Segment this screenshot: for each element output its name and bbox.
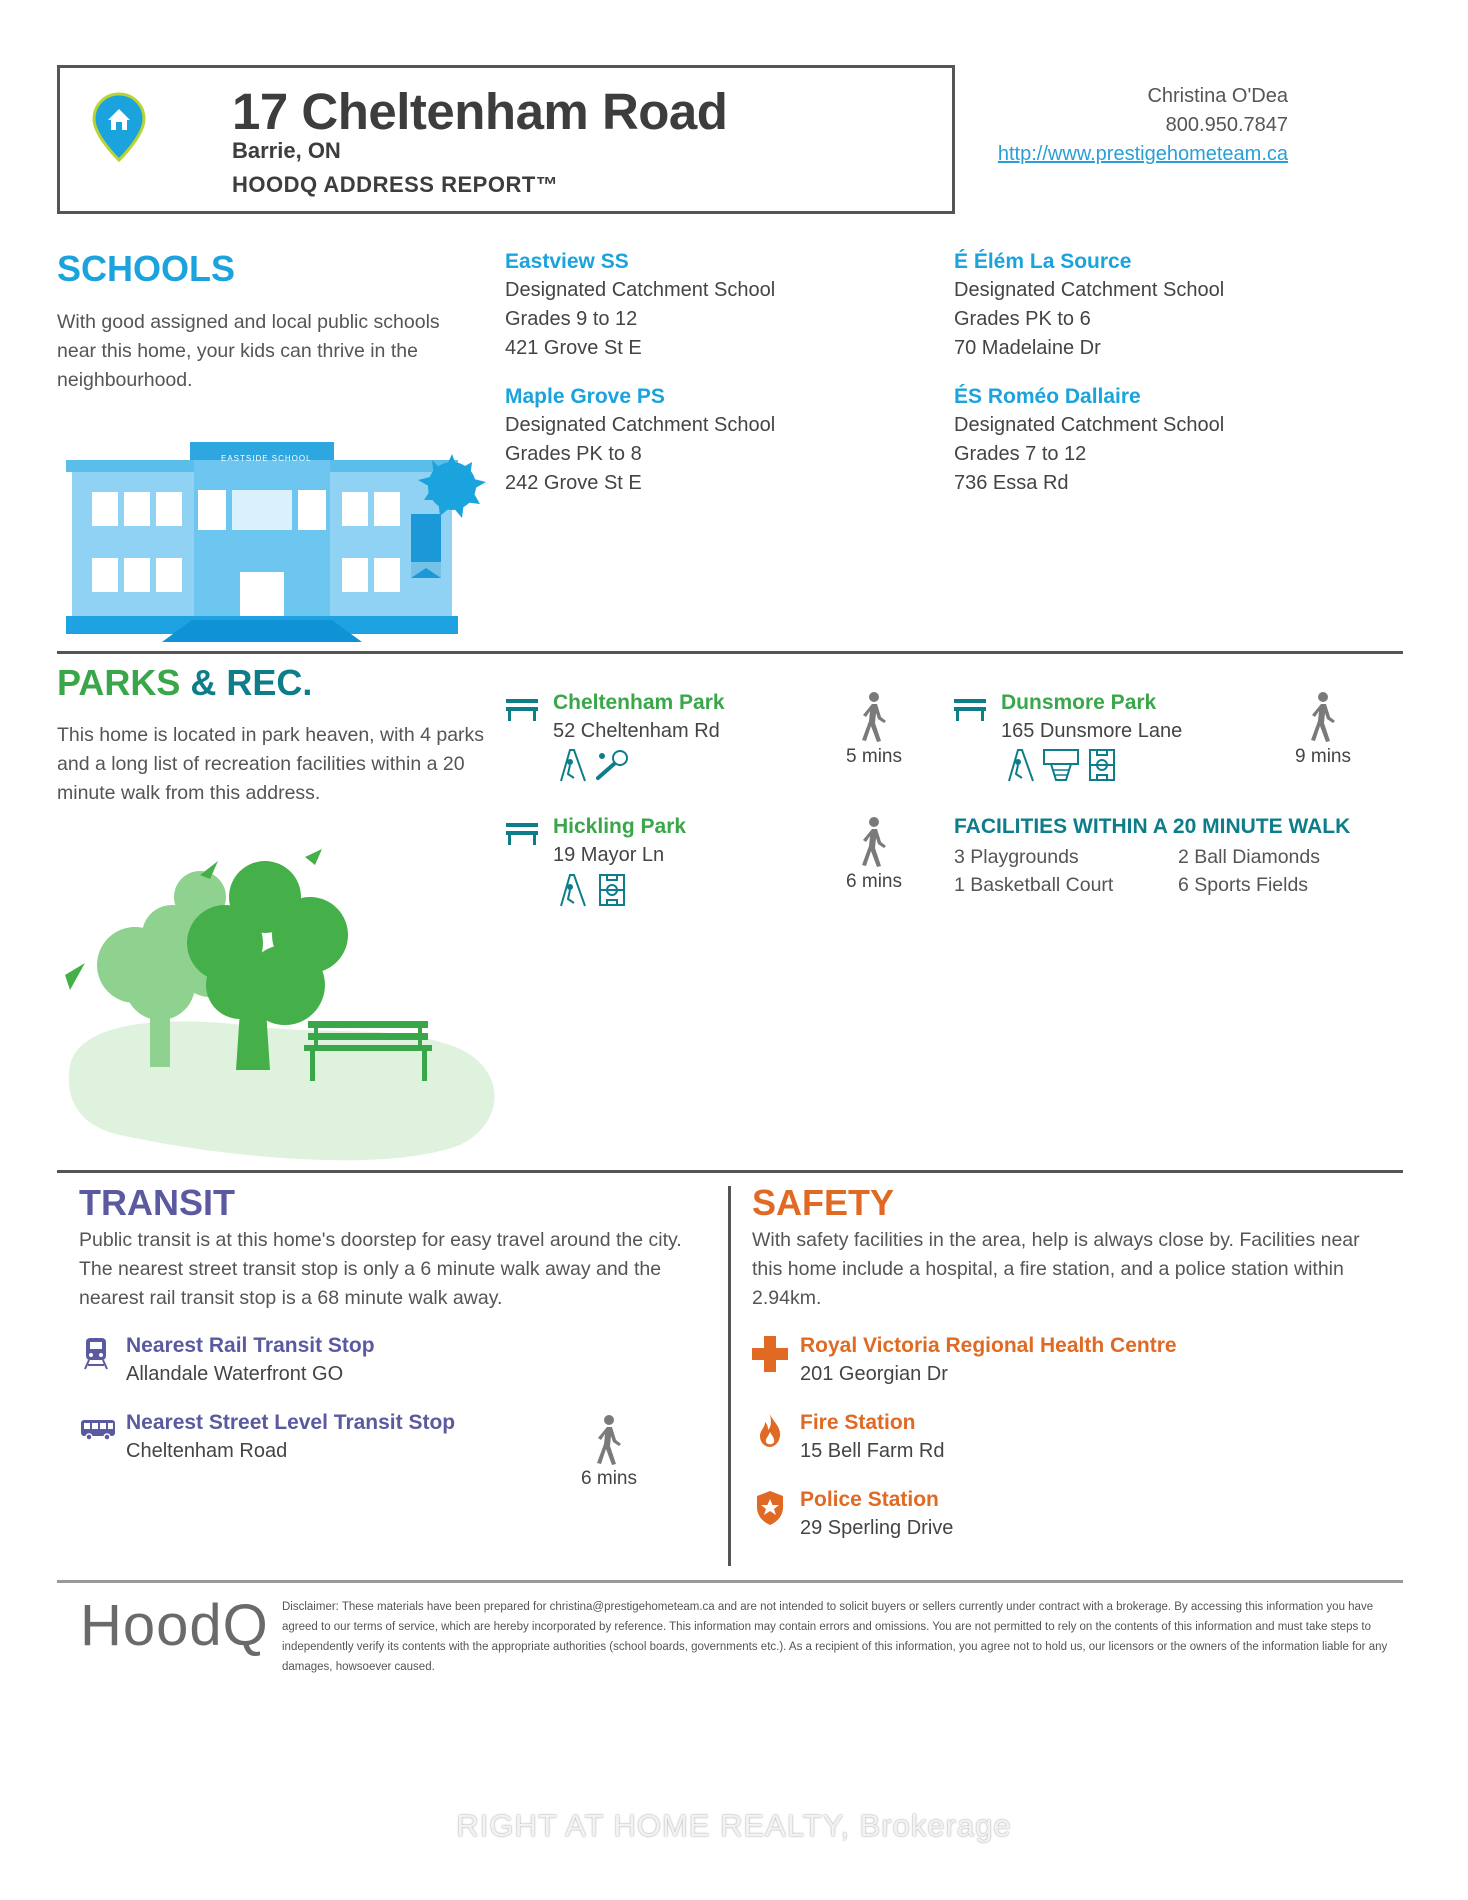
playground-icon xyxy=(1006,748,1036,782)
hospital-cross-icon xyxy=(752,1336,788,1372)
walking-person-icon xyxy=(1308,691,1338,743)
school-type: Designated Catchment School xyxy=(505,414,776,436)
agent-phone: 800.950.7847 xyxy=(1165,114,1288,136)
school-name[interactable]: Maple Grove PS xyxy=(505,385,665,408)
park-walk-time: 9 mins xyxy=(1295,746,1351,767)
train-icon xyxy=(84,1336,108,1370)
safety-address: 201 Georgian Dr xyxy=(800,1363,948,1385)
agent-website-link[interactable]: http://www.prestigehometeam.ca xyxy=(997,143,1288,165)
safety-address: 29 Sperling Drive xyxy=(800,1517,954,1539)
location-pin-icon xyxy=(92,92,146,162)
brokerage-watermark: RIGHT AT HOME REALTY, Brokerage xyxy=(456,1808,1012,1843)
schools-title: SCHOOLS xyxy=(57,248,236,289)
transit-description: Public transit is at this home's doorstep for easy travel around the city. The nearest street transit stop is only a 6 minute walk away and the nearest rail transit stop is a 68 minute walk away. xyxy=(79,1229,682,1309)
sports-field-icon xyxy=(1088,748,1116,782)
fire-icon xyxy=(757,1412,783,1448)
school-name[interactable]: ÉS Roméo Dallaire xyxy=(954,385,1141,408)
school-type: Designated Catchment School xyxy=(954,414,1225,436)
property-address: 17 Cheltenham Road xyxy=(232,83,728,140)
parks-title-part1: PARKS xyxy=(57,662,181,703)
safety-title: SAFETY xyxy=(752,1182,895,1223)
park-address: 165 Dunsmore Lane xyxy=(1001,720,1183,742)
school-grades: Grades 7 to 12 xyxy=(954,443,1087,465)
property-city: Barrie, ON xyxy=(232,138,341,163)
safety-name: Fire Station xyxy=(800,1411,916,1434)
park-entry xyxy=(1001,688,1182,746)
hoodq-logo: HoodQ xyxy=(80,1593,269,1658)
school-name[interactable]: É Élém La Source xyxy=(954,250,1132,273)
facilities-title: FACILITIES WITHIN A 20 MINUTE WALK xyxy=(954,815,1351,838)
park-address: 52 Cheltenham Rd xyxy=(553,720,720,742)
walking-person-icon xyxy=(859,816,889,868)
facility-item: 6 Sports Fields xyxy=(1178,874,1309,896)
bench-icon xyxy=(505,697,539,721)
school-address: 70 Madelaine Dr xyxy=(954,337,1101,359)
sports-field-icon xyxy=(598,873,626,907)
rail-stop-label: Nearest Rail Transit Stop xyxy=(126,1334,375,1357)
agent-contact xyxy=(998,82,1288,169)
parks-title-part2: & REC. xyxy=(190,662,313,703)
bench-icon xyxy=(505,821,539,845)
ball-diamond-icon xyxy=(594,748,630,782)
school-entry xyxy=(954,247,1224,363)
school-address: 242 Grove St E xyxy=(505,472,642,494)
school-grades: Grades PK to 6 xyxy=(954,308,1091,330)
park-illustration xyxy=(60,835,505,1165)
facility-item: 1 Basketball Court xyxy=(954,874,1114,896)
school-name[interactable]: Eastview SS xyxy=(505,250,629,273)
school-grades: Grades PK to 8 xyxy=(505,443,642,465)
rail-stop-entry xyxy=(126,1331,375,1389)
park-name[interactable]: Hickling Park xyxy=(553,815,687,838)
safety-entry xyxy=(800,1331,1177,1389)
parks-title xyxy=(57,662,312,704)
footer-divider xyxy=(57,1580,1403,1583)
park-walk-time: 6 mins xyxy=(846,871,902,892)
disclaimer-text: Disclaimer: These materials have been prepared for christina@prestigehometeam.ca and are not intended to solicit buyers or sellers currently under contract with a brokerage. By accessing this information you have agreed to our terms of service, which are hereby incorporated by reference. This information may contain errors and omissions. You are not permitted to rely on the contents of this information and must take steps to independently verify its contents with the appropriate authorities (school boards, governments etc.). As a recipient of this information, you agree not to hold us, our licensors or the owners of the information liable for any damages, howsoever caused. xyxy=(282,1601,1388,1673)
school-type: Designated Catchment School xyxy=(505,279,776,301)
park-walk-time: 5 mins xyxy=(846,746,902,767)
parks-description: This home is located in park heaven, with 4 parks and a long list of recreation facilities within a 20 minute walk from this address. xyxy=(57,724,485,804)
school-address: 736 Essa Rd xyxy=(954,472,1069,494)
school-grades: Grades 9 to 12 xyxy=(505,308,638,330)
facility-item: 3 Playgrounds xyxy=(954,846,1079,868)
bench-icon xyxy=(953,697,987,721)
park-entry xyxy=(553,688,725,746)
walking-person-icon xyxy=(859,691,889,743)
school-entry xyxy=(505,382,775,498)
street-stop-label: Nearest Street Level Transit Stop xyxy=(126,1411,456,1434)
walking-person-icon xyxy=(594,1414,624,1466)
police-badge-icon xyxy=(755,1490,785,1526)
playground-icon xyxy=(558,748,588,782)
transit-title: TRANSIT xyxy=(79,1182,235,1223)
bus-icon xyxy=(80,1418,116,1442)
safety-entry xyxy=(800,1408,945,1466)
park-address: 19 Mayor Ln xyxy=(553,844,665,866)
street-stop-entry xyxy=(126,1408,455,1466)
school-type: Designated Catchment School xyxy=(954,279,1225,301)
school-entry xyxy=(505,247,775,363)
safety-entry xyxy=(800,1485,953,1543)
section-divider xyxy=(57,651,1403,654)
school-entry xyxy=(954,382,1224,498)
agent-name: Christina O'Dea xyxy=(1147,85,1288,107)
park-entry xyxy=(553,812,686,870)
schools-description: With good assigned and local public schools near this home, your kids can thrive in the neighbourhood. xyxy=(57,311,440,391)
basketball-court-icon xyxy=(1042,748,1080,782)
safety-name: Police Station xyxy=(800,1488,939,1511)
safety-address: 15 Bell Farm Rd xyxy=(800,1440,945,1462)
street-stop-walk-time: 6 mins xyxy=(581,1468,637,1489)
report-label: HOODQ ADDRESS REPORT™ xyxy=(232,172,559,197)
school-address: 421 Grove St E xyxy=(505,337,642,359)
rail-stop-name: Allandale Waterfront GO xyxy=(126,1363,344,1385)
column-divider xyxy=(728,1186,731,1566)
street-stop-name: Cheltenham Road xyxy=(126,1440,288,1462)
park-name[interactable]: Dunsmore Park xyxy=(1001,691,1157,714)
safety-description: With safety facilities in the area, help is always close by. Facilities near this home include a hospital, a fire station, and a police station within 2.94km. xyxy=(752,1229,1360,1309)
school-illustration-sign: EASTSIDE SCHOOL xyxy=(221,454,312,463)
facility-item: 2 Ball Diamonds xyxy=(1178,846,1320,868)
playground-icon xyxy=(558,873,588,907)
safety-name: Royal Victoria Regional Health Centre xyxy=(800,1334,1177,1357)
park-name[interactable]: Cheltenham Park xyxy=(553,691,725,714)
section-divider xyxy=(57,1170,1403,1173)
